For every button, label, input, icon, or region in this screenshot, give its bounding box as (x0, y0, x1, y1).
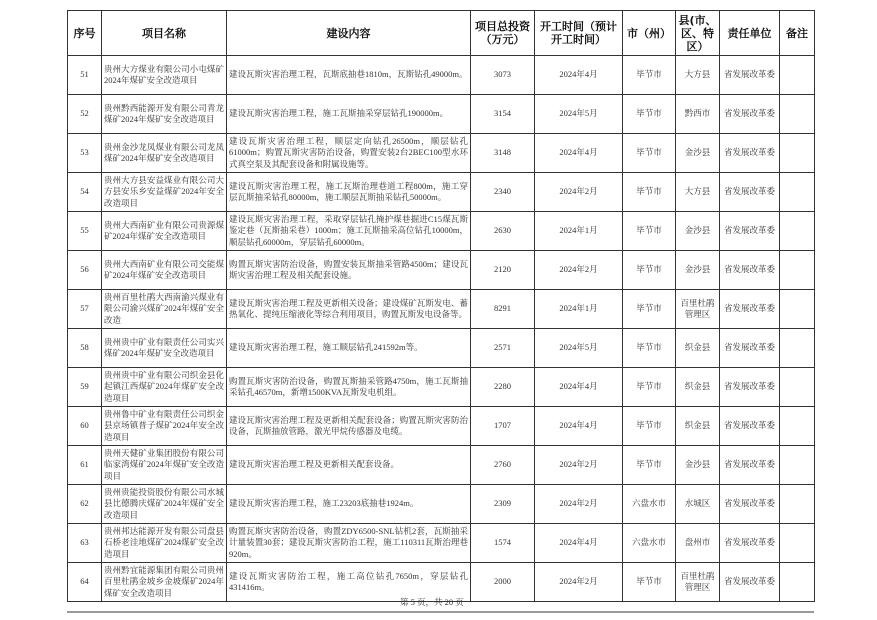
row-number-cell: 63 (68, 524, 102, 563)
start-time-cell: 2024年4月 (535, 56, 623, 95)
header-note: 备注 (780, 11, 815, 56)
table-row (68, 173, 815, 212)
total-investment-cell: 8291 (471, 290, 535, 329)
city-cell: 毕节市 (623, 368, 676, 407)
county-cell: 百里杜鹃管理区 (676, 563, 720, 602)
row-number-cell: 55 (68, 212, 102, 251)
table-row (68, 446, 815, 485)
project-name-cell: 贵州邦达能源开发有限公司盘县石桥老洼地煤矿2024煤矿安全改造项目 (102, 524, 227, 563)
city-cell: 毕节市 (623, 251, 676, 290)
construction-content-cell: 建设瓦斯灾害防治工程，施工高位钻孔7650m，穿层钻孔431416m。 (227, 563, 471, 602)
note-cell (780, 212, 815, 251)
city-cell: 毕节市 (623, 95, 676, 134)
city-cell: 毕节市 (623, 173, 676, 212)
project-name-cell: 贵州大西南矿业有限公司交能煤矿2024年煤矿安全改造项目 (102, 251, 227, 290)
city-cell: 毕节市 (623, 290, 676, 329)
responsible-unit-cell: 省发展改革委 (720, 368, 780, 407)
city-cell: 毕节市 (623, 563, 676, 602)
header-city: 市（州） (623, 11, 676, 56)
note-cell (780, 368, 815, 407)
note-cell (780, 95, 815, 134)
construction-content-cell: 建设瓦斯灾害治理工程，顺层定向钻孔26500m，顺层钻孔61000m；购置瓦斯灾害防治设备，购置安装2台2BEC100型水环式真空泵及其配套设备和附属设施等。 (227, 134, 471, 173)
table-row (68, 134, 815, 173)
project-name-cell: 贵州贵中矿业有限责任公司实兴煤矿2024年煤矿安全改造项目 (102, 329, 227, 368)
city-cell: 毕节市 (623, 329, 676, 368)
total-investment-cell: 1707 (471, 407, 535, 446)
table-row (68, 368, 815, 407)
responsible-unit-cell: 省发展改革委 (720, 290, 780, 329)
responsible-unit-cell: 省发展改革委 (720, 563, 780, 602)
project-name-cell: 贵州天健矿业集团股份有限公司临家湾煤矿2024年煤矿安全改造项目 (102, 446, 227, 485)
start-time-cell: 2024年1月 (535, 212, 623, 251)
row-number-cell: 60 (68, 407, 102, 446)
construction-content-cell: 建设瓦斯灾害治理工程，瓦斯底抽巷1810m，瓦斯钻孔49000m。 (227, 56, 471, 95)
project-name-cell: 贵州金沙龙凤煤业有限公司龙凤煤矿2024年煤矿安全改造项目 (102, 134, 227, 173)
row-number-cell: 52 (68, 95, 102, 134)
city-cell: 毕节市 (623, 407, 676, 446)
city-cell: 六盘水市 (623, 485, 676, 524)
table-row (68, 290, 815, 329)
table-row (68, 524, 815, 563)
city-cell: 毕节市 (623, 134, 676, 173)
note-cell (780, 446, 815, 485)
row-number-cell: 58 (68, 329, 102, 368)
county-cell: 织金县 (676, 329, 720, 368)
start-time-cell: 2024年1月 (535, 290, 623, 329)
header-responsible-unit: 责任单位 (720, 11, 780, 56)
construction-content-cell: 建设瓦斯灾害治理工程，施工瓦斯治理巷道工程800m，施工穿层瓦斯抽采钻孔80000m，施工顺层瓦斯抽采钻孔50000m。 (227, 173, 471, 212)
total-investment-cell: 3154 (471, 95, 535, 134)
row-number-cell: 62 (68, 485, 102, 524)
start-time-cell: 2024年2月 (535, 563, 623, 602)
total-investment-cell: 2571 (471, 329, 535, 368)
page-number: 第 5 页，共 20 页 (400, 597, 464, 607)
responsible-unit-cell: 省发展改革委 (720, 407, 780, 446)
responsible-unit-cell: 省发展改革委 (720, 95, 780, 134)
county-cell: 百里杜鹃管理区 (676, 290, 720, 329)
row-number-cell: 57 (68, 290, 102, 329)
table-row (68, 407, 815, 446)
start-time-cell: 2024年5月 (535, 95, 623, 134)
total-investment-cell: 2309 (471, 485, 535, 524)
start-time-cell: 2024年2月 (535, 446, 623, 485)
responsible-unit-cell: 省发展改革委 (720, 485, 780, 524)
total-investment-cell: 1574 (471, 524, 535, 563)
row-number-cell: 64 (68, 563, 102, 602)
table-row (68, 212, 815, 251)
row-number-cell: 61 (68, 446, 102, 485)
county-cell: 金沙县 (676, 212, 720, 251)
project-name-cell: 贵州大方煤业有限公司小屯煤矿2024年煤矿安全改造项目 (102, 56, 227, 95)
construction-content-cell: 建设瓦斯灾害治理工程，施工瓦斯抽采穿层钻孔190000m。 (227, 95, 471, 134)
note-cell (780, 173, 815, 212)
table-row (68, 251, 815, 290)
total-investment-cell: 2280 (471, 368, 535, 407)
header-name: 项目名称 (102, 11, 227, 56)
project-name-cell: 贵州黔西能源开发有限公司青龙煤矿2024年煤矿安全改造项目 (102, 95, 227, 134)
construction-content-cell: 购置瓦斯灾害防治设备，购置安装瓦斯抽采管路4500m；建设瓦斯灾害治理工程及相关配套设施。 (227, 251, 471, 290)
total-investment-cell: 3148 (471, 134, 535, 173)
city-cell: 毕节市 (623, 212, 676, 251)
construction-content-cell: 建设瓦斯灾害治理工程，施工23203底抽巷1924m。 (227, 485, 471, 524)
bottom-divider (67, 611, 814, 613)
table-header-row (68, 11, 815, 56)
project-name-cell: 贵州贵中矿业有限公司织金县化起镇江西煤矿2024年煤矿安全改造项目 (102, 368, 227, 407)
construction-content-cell: 建设瓦斯灾害治理工程，采取穿层钻孔掩护煤巷掘进C15煤瓦斯鉴定巷（瓦斯抽采巷）1000m；施工瓦斯抽采高位钻孔10000m，顺层钻孔60000m，穿层钻孔60000m。 (227, 212, 471, 251)
responsible-unit-cell: 省发展改革委 (720, 446, 780, 485)
county-cell: 金沙县 (676, 251, 720, 290)
county-cell: 金沙县 (676, 134, 720, 173)
construction-content-cell: 建设瓦斯灾害治理工程及更新相关设备；建设煤矿瓦斯发电、蓄热氧化、提纯压缩液化等综合利用项目，购置瓦斯发电设备等。 (227, 290, 471, 329)
total-investment-cell: 2760 (471, 446, 535, 485)
total-investment-cell: 2630 (471, 212, 535, 251)
header-investment: 项目总投资（万元） (471, 11, 535, 56)
city-cell: 毕节市 (623, 56, 676, 95)
table-row (68, 95, 815, 134)
total-investment-cell: 2000 (471, 563, 535, 602)
table-row (68, 329, 815, 368)
note-cell (780, 290, 815, 329)
city-cell: 毕节市 (623, 446, 676, 485)
project-name-cell: 贵州大西南矿业有限公司贵源煤矿2024年煤矿安全改造项目 (102, 212, 227, 251)
responsible-unit-cell: 省发展改革委 (720, 134, 780, 173)
note-cell (780, 56, 815, 95)
start-time-cell: 2024年4月 (535, 134, 623, 173)
county-cell: 织金县 (676, 368, 720, 407)
project-table (67, 10, 815, 602)
start-time-cell: 2024年4月 (535, 524, 623, 563)
responsible-unit-cell: 省发展改革委 (720, 173, 780, 212)
responsible-unit-cell: 省发展改革委 (720, 212, 780, 251)
note-cell (780, 485, 815, 524)
note-cell (780, 329, 815, 368)
start-time-cell: 2024年4月 (535, 407, 623, 446)
construction-content-cell: 建设瓦斯灾害治理工程，施工顺层钻孔241592m等。 (227, 329, 471, 368)
row-number-cell: 53 (68, 134, 102, 173)
project-name-cell: 贵州鲁中矿业有限责任公司织金县京场镇普子煤矿2024年安全改造项目 (102, 407, 227, 446)
county-cell: 织金县 (676, 407, 720, 446)
start-time-cell: 2024年5月 (535, 329, 623, 368)
header-start-time: 开工时间（预计开工时间） (535, 11, 623, 56)
project-name-cell: 贵州黔宜能源集团有限公司贵州百里杜鹃金坡乡金坡煤矿2024年煤矿安全改造项目 (102, 563, 227, 602)
start-time-cell: 2024年2月 (535, 485, 623, 524)
construction-content-cell: 建设瓦斯灾害治理工程及更新相关配套设备；购置瓦斯灾害防治设备，瓦斯抽放管路，激光甲烷传感器及电缆。 (227, 407, 471, 446)
county-cell: 大方县 (676, 56, 720, 95)
row-number-cell: 59 (68, 368, 102, 407)
row-number-cell: 56 (68, 251, 102, 290)
table-row (68, 56, 815, 95)
table-body (68, 56, 815, 602)
responsible-unit-cell: 省发展改革委 (720, 251, 780, 290)
responsible-unit-cell: 省发展改革委 (720, 329, 780, 368)
county-cell: 金沙县 (676, 446, 720, 485)
city-cell: 六盘水市 (623, 524, 676, 563)
county-cell: 水城区 (676, 485, 720, 524)
header-no: 序号 (68, 11, 102, 56)
responsible-unit-cell: 省发展改革委 (720, 56, 780, 95)
note-cell (780, 524, 815, 563)
construction-content-cell: 建设瓦斯灾害治理工程及更新相关配套设备。 (227, 446, 471, 485)
table-row (68, 485, 815, 524)
note-cell (780, 407, 815, 446)
note-cell (780, 563, 815, 602)
note-cell (780, 134, 815, 173)
note-cell (780, 251, 815, 290)
header-content: 建设内容 (227, 11, 471, 56)
total-investment-cell: 2120 (471, 251, 535, 290)
row-number-cell: 54 (68, 173, 102, 212)
total-investment-cell: 3073 (471, 56, 535, 95)
start-time-cell: 2024年4月 (535, 368, 623, 407)
county-cell: 盘州市 (676, 524, 720, 563)
project-name-cell: 贵州百里杜鹃大西南渝兴煤业有限公司渝兴煤矿2024年煤矿安全改造 (102, 290, 227, 329)
project-name-cell: 贵州贵能投资股份有限公司水城县比德腾庆煤矿2024年煤矿安全改造项目 (102, 485, 227, 524)
project-name-cell: 贵州大方县安益煤业有限公司大方县安乐乡安益煤矿2024年安全改造项目 (102, 173, 227, 212)
header-county: 县(市、区、特区） (676, 11, 720, 56)
construction-content-cell: 购置瓦斯灾害防治设备，购置瓦斯抽采管路4750m，施工瓦斯抽采钻孔46570m，新增1500KVA瓦斯发电机组。 (227, 368, 471, 407)
responsible-unit-cell: 省发展改革委 (720, 524, 780, 563)
county-cell: 黔西市 (676, 95, 720, 134)
start-time-cell: 2024年2月 (535, 173, 623, 212)
row-number-cell: 51 (68, 56, 102, 95)
start-time-cell: 2024年2月 (535, 251, 623, 290)
county-cell: 大方县 (676, 173, 720, 212)
construction-content-cell: 购置瓦斯灾害防治设备，购置ZDY6500-SNL钻机2套，瓦斯抽采计量装置30套；建设瓦斯灾害防治工程，施工110311瓦斯治理巷920m。 (227, 524, 471, 563)
total-investment-cell: 2340 (471, 173, 535, 212)
